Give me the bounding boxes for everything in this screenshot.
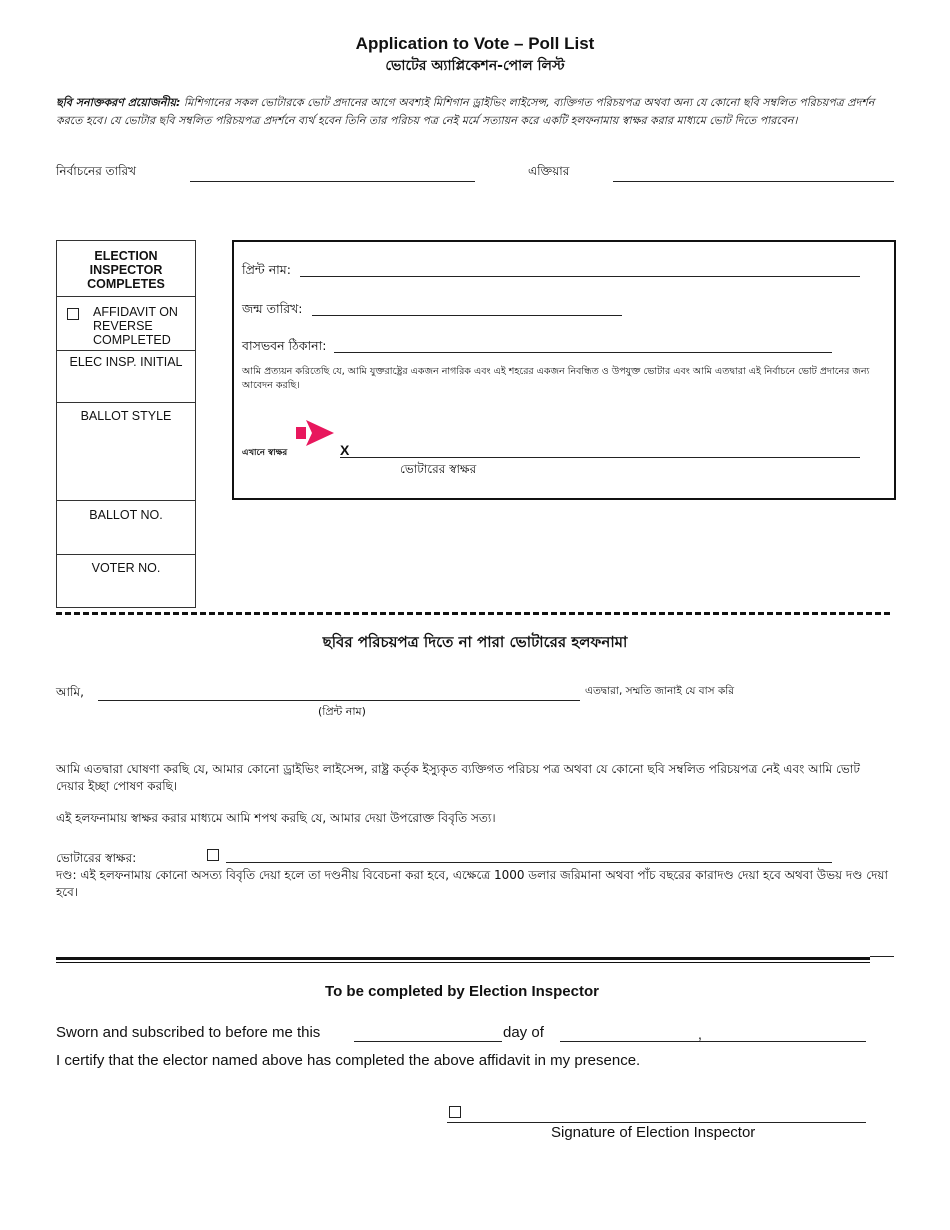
- affidavit-oath: এই হলফনামায় স্বাক্ষর করার মাধ্যমে আমি শপথ করছি যে, আমার দেয়া উপরোক্ত বিবৃতি সত্য।: [56, 811, 496, 825]
- section-divider-tail: [870, 956, 894, 957]
- address-field[interactable]: [334, 352, 832, 353]
- affidavit-completed-cell[interactable]: [57, 297, 195, 351]
- affidavit-residence-text: এতদ্বারা, সম্মতি জানাই যে বাস করি: [585, 685, 735, 697]
- affidavit-voter-signature-field[interactable]: [226, 862, 832, 863]
- affidavit-completed-checkbox[interactable]: [67, 308, 79, 320]
- sworn-label: Sworn and subscribed to before me this: [56, 1024, 321, 1041]
- jurisdiction-field[interactable]: [613, 181, 894, 182]
- ballot-no-label: BALLOT NO.: [89, 508, 163, 522]
- dob-field[interactable]: [312, 315, 622, 316]
- election-date-label: নির্বাচনের তারিখ: [56, 164, 137, 178]
- ballot-no-cell[interactable]: [57, 501, 195, 555]
- signature-x-mark: X: [340, 442, 350, 458]
- voter-signature-field[interactable]: [340, 457, 860, 458]
- inspector-signature-field[interactable]: [447, 1122, 866, 1123]
- ballot-style-label: BALLOT STYLE: [80, 409, 172, 423]
- voter-application-box: [232, 240, 896, 500]
- certify-text: I certify that the elector named above has completed the above affidavit in my presence.: [56, 1052, 641, 1069]
- inspector-signature-checkbox[interactable]: [449, 1106, 461, 1118]
- affidavit-completed-label: AFFIDAVIT ON REVERSE COMPLETED: [93, 305, 178, 347]
- affidavit-title: ছবির পরিচয়পত্র দিতে না পারা ভোটারের হলফনামা: [322, 633, 628, 651]
- form-title-bengali: ভোটের অ্যাপ্লিকেশন-পোল লিস্ট: [385, 58, 565, 74]
- sworn-month-year-field[interactable]: [560, 1041, 866, 1042]
- affidavit-penalty: দণ্ড: এই হলফনামায় কোনো অসত্য বিবৃতি দেয়া হলে তা দণ্ডনীয় বিবেচনা করা হবে, এক্ষেত্রে 1000 ডলার জরিমানা অথবা পাঁচ বছরের কারাদণ্ড দেয়া হবে অথবা উভয় দণ্ড দেয়া হবে।: [56, 868, 888, 899]
- affidavit-declaration: আমি এতদ্বারা ঘোষণা করছি যে, আমার কোনো ড্রাইভিং লাইসেন্স, রাষ্ট্র কর্তৃক ইস্যুকৃত ব্যক্তিগত পরিচয় পত্র অথবা যে কোনো ছবি সম্বলিত পরিচয়পত্র নেই এবং আমি ভোট দেয়ার ইচ্ছা পোষণ করছি।: [56, 762, 860, 793]
- cut-line-divider: [56, 612, 890, 615]
- print-name-label: প্রিন্ট নাম:: [242, 262, 291, 277]
- affidavit-signature-checkbox[interactable]: [207, 849, 219, 861]
- inspector-completes-box: [56, 240, 196, 608]
- elec-insp-initial-cell[interactable]: [57, 351, 195, 403]
- dob-label: জন্ম তারিখ:: [242, 301, 303, 316]
- affidavit-name-field[interactable]: [98, 700, 580, 701]
- voter-no-label: VOTER NO.: [91, 561, 161, 575]
- print-name-field[interactable]: [300, 276, 860, 277]
- voter-declaration: আমি প্রত্যয়ন করিতেছি যে, আমি যুক্তরাষ্ট্রের একজন নাগরিক এবং এই শহরের একজন নিবন্ধিত ও উপযুক্ত ভোটার এবং আমি এতদ্বারা এই নির্বাচনে ভোট প্রদানের জন্য আবেদন করছি।: [242, 366, 870, 391]
- notice-lead: ছবি সনাক্তকরণ প্রয়োজনীয়:: [56, 96, 181, 109]
- form-title: Application to Vote – Poll List: [355, 34, 595, 53]
- affidavit-voter-signature-label: ভোটারের স্বাক্ষর:: [56, 851, 137, 865]
- election-date-field[interactable]: [190, 181, 475, 182]
- elec-insp-initial-label: ELEC INSP. INITIAL: [69, 355, 183, 369]
- sworn-day-field[interactable]: [354, 1041, 502, 1042]
- date-comma: ,: [698, 1026, 702, 1042]
- affidavit-i-label: আমি,: [56, 685, 84, 699]
- sign-here-arrow-icon: [294, 418, 336, 448]
- section-divider: [56, 957, 870, 963]
- address-label: বাসভবন ঠিকানা:: [242, 338, 327, 353]
- notice-text: মিশিগানের সকল ভোটারকে ভোট প্রদানের আগে অবশ্যই মিশিগান ড্রাইভিং লাইসেন্স, ব্যক্তিগত পরিচয়পত্র অথবা অন্য যে কোনো ছবি সম্বলিত পরিচয়পত্র প্রদর্শন করতে হবে। যে ভোটার ছবি সম্বলিত পরিচয়পত্র প্রদর্শনে ব্যর্থ হবেন তিনি তার পরিচয় পত্র নেই মর্মে সত্যায়ন করে একটি হলফনামায় স্বাক্ষর করার মাধ্যমে ভোট দিতে পারবেন।: [56, 96, 875, 127]
- inspector-completes-heading: ELECTION INSPECTOR COMPLETES: [57, 241, 195, 297]
- inspector-signature-caption: Signature of Election Inspector: [551, 1124, 756, 1141]
- inspector-section-heading: To be completed by Election Inspector: [325, 983, 599, 1000]
- sign-here-label: এখানে স্বাক্ষর: [242, 448, 288, 458]
- day-of-label: day of: [503, 1024, 544, 1041]
- jurisdiction-label: এক্তিয়ার: [528, 164, 570, 178]
- photo-id-notice: [56, 94, 898, 130]
- ballot-style-cell[interactable]: [57, 403, 195, 501]
- voter-signature-caption: ভোটারের স্বাক্ষর: [400, 462, 477, 476]
- affidavit-print-name-caption: (প্রিন্ট নাম): [318, 705, 366, 718]
- voter-no-cell[interactable]: [57, 555, 195, 607]
